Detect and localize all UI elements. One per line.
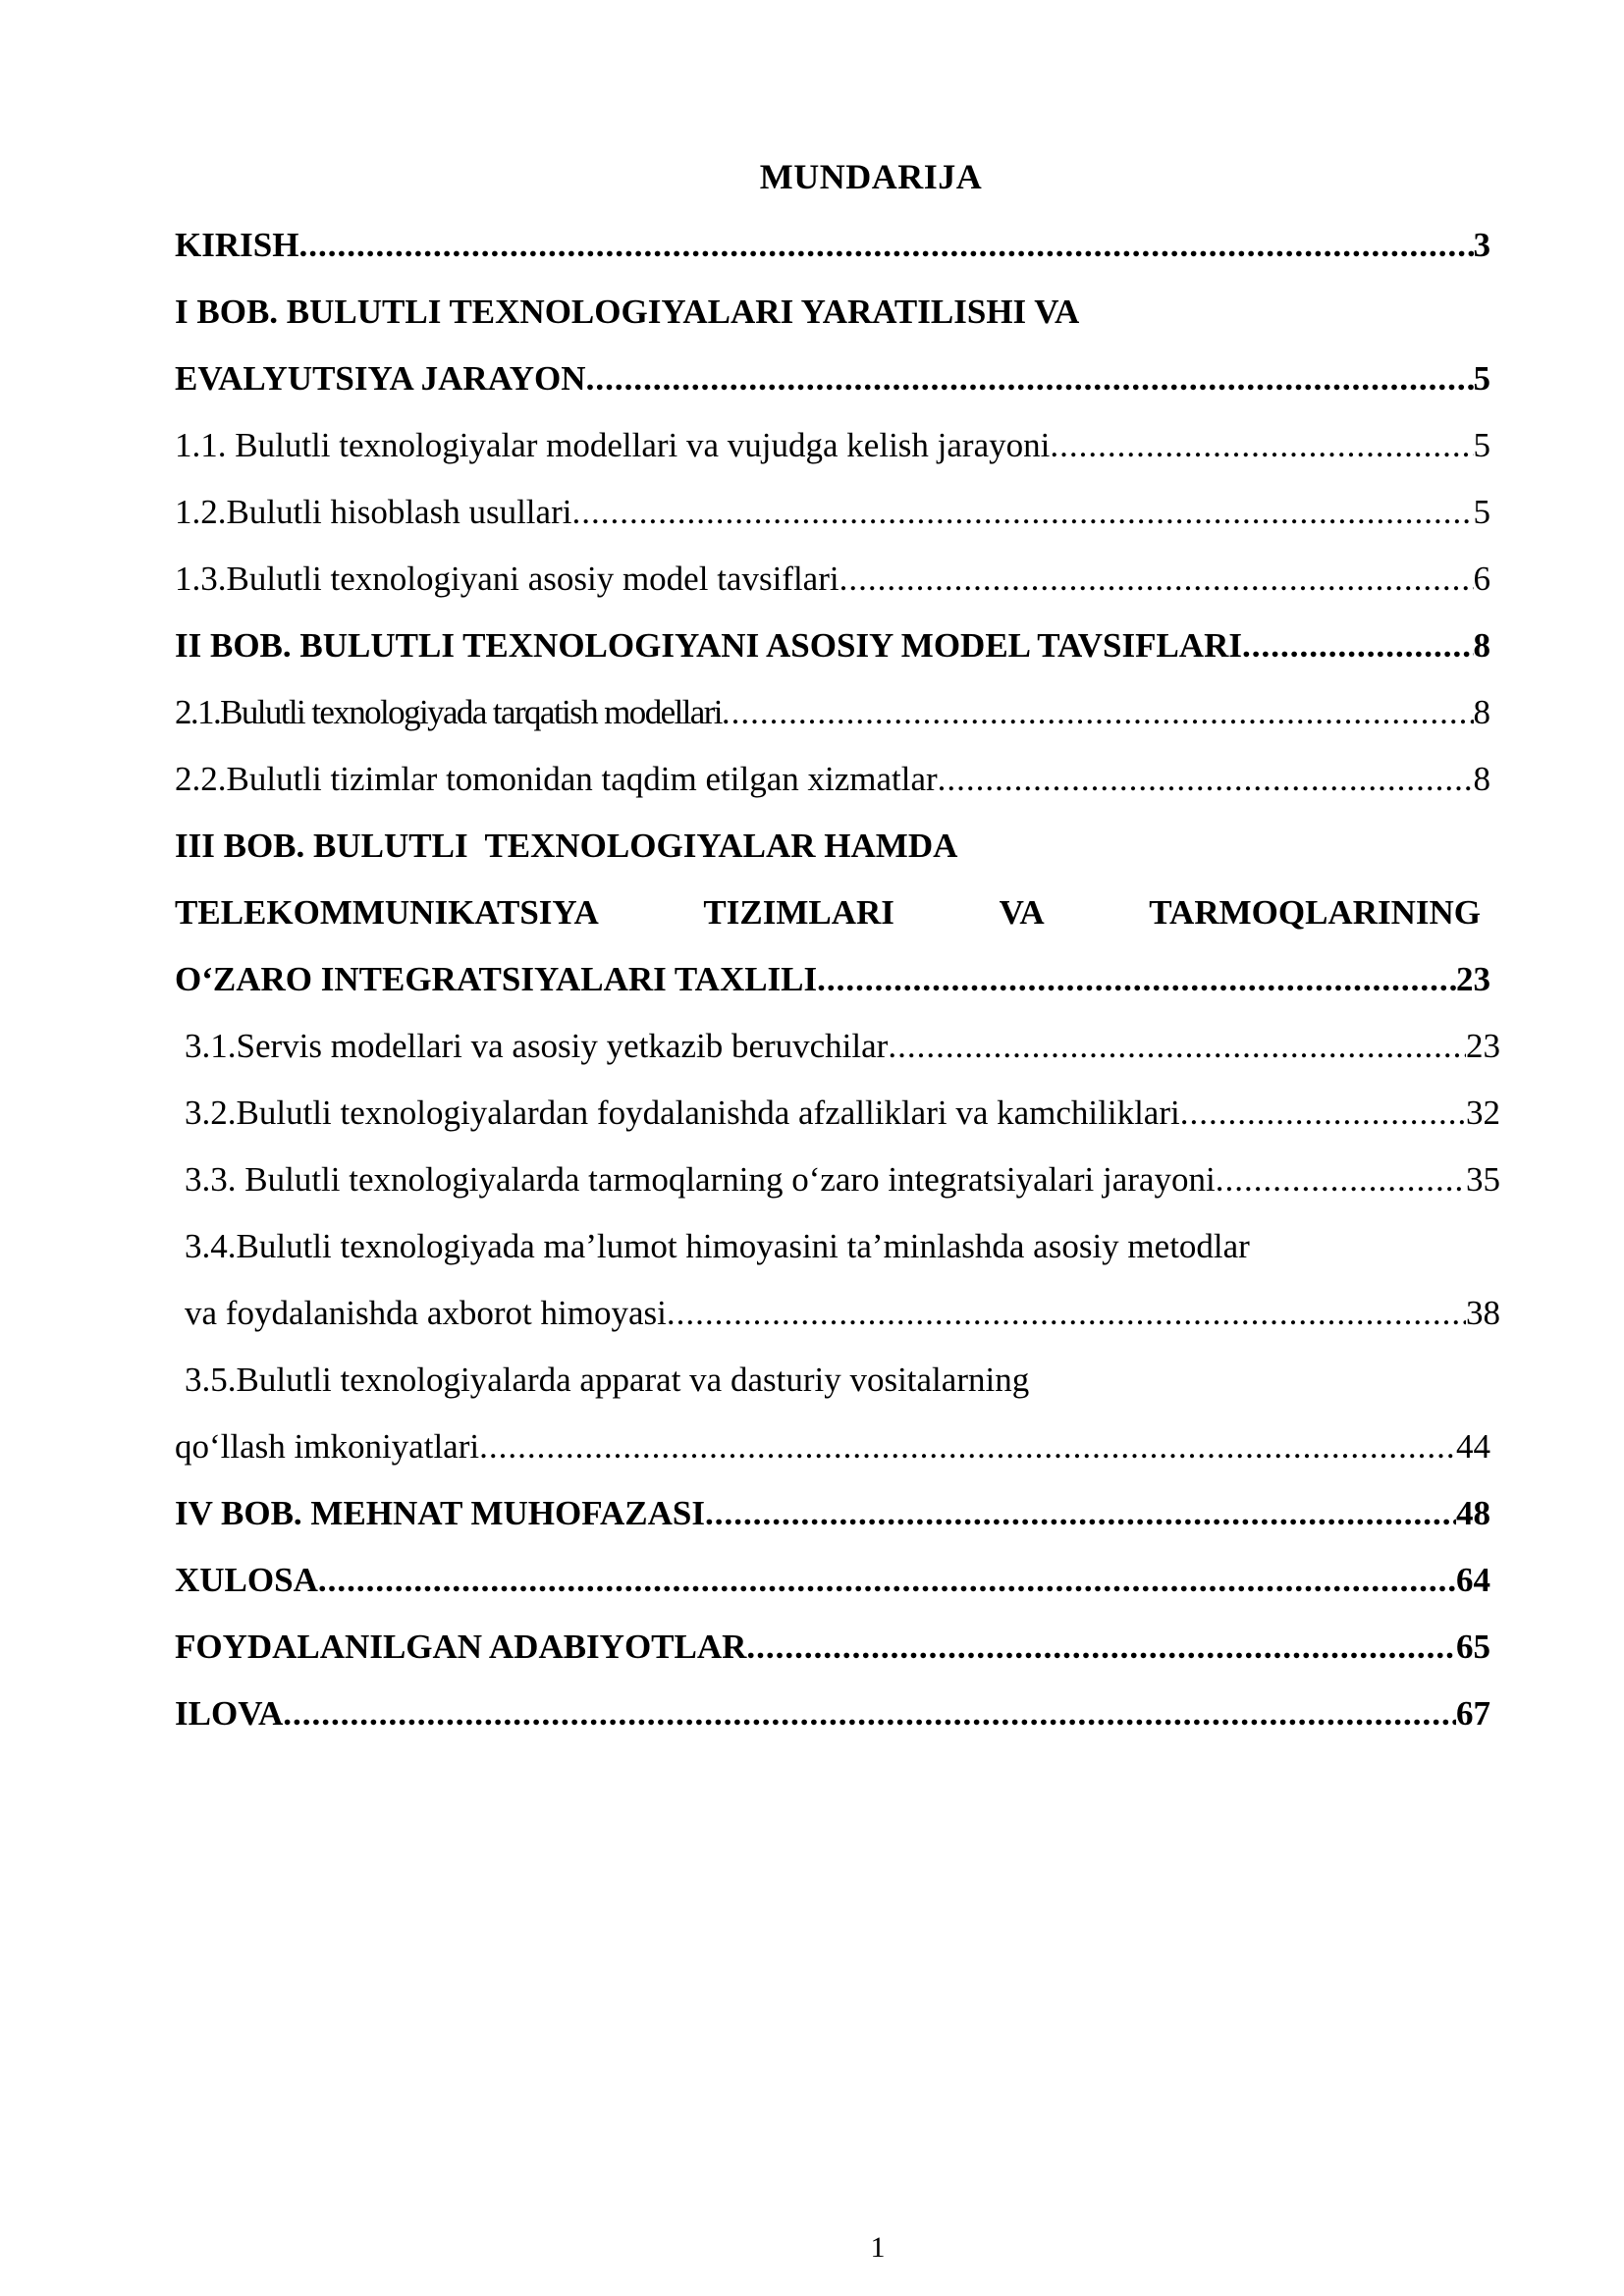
dot-leader [722, 687, 1474, 738]
toc-entry-text: FOYDALANILGAN ADABIYOTLAR [175, 1628, 747, 1666]
dot-leader [318, 1555, 1456, 1606]
toc-entry-text: 1.1. Bulutli texnologiyalar modellari va vujudga kelish jarayoni [175, 426, 1051, 464]
dot-leader [1216, 1154, 1466, 1205]
toc-entry-chapter-2[interactable] [175, 620, 1490, 671]
dot-leader [1050, 420, 1473, 471]
toc-entry-page: 5 [1473, 359, 1490, 398]
dot-leader [888, 1021, 1466, 1072]
toc-entry-chapter-4[interactable] [175, 1488, 1490, 1539]
toc-entry-text: EVALYUTSIYA JARAYON [175, 359, 586, 398]
toc-word: TARMOQLARINING [1149, 893, 1481, 932]
toc-entry-3-4[interactable] [185, 1221, 1500, 1272]
toc-entry-chapter-1-cont[interactable] [175, 353, 1490, 404]
toc-entry-1-2[interactable] [175, 487, 1490, 538]
toc-entry-text: va foydalanishda axborot himoyasi [185, 1294, 667, 1332]
toc-entry-chapter-1[interactable] [175, 287, 1490, 338]
dot-leader [817, 954, 1456, 1005]
toc-entry-chapter-3-cont[interactable] [175, 887, 1490, 938]
toc-entry-text: 3.5.Bulutli texnologiyalarda apparat va dasturiy vositalarning [185, 1361, 1030, 1399]
dot-leader [479, 1421, 1456, 1472]
toc-entry-xulosa[interactable] [175, 1555, 1490, 1606]
toc-entry-1-3[interactable] [175, 554, 1490, 605]
toc-entry-text: 2.1.Bulutli texnologiyada tarqatish modellari [175, 693, 722, 731]
toc-entry-text: III BOB. BULUTLI TEXNOLOGIYALAR HAMDA [175, 827, 958, 865]
toc-entry-page: 5 [1473, 426, 1490, 464]
toc-entry-2-1[interactable] [175, 687, 1490, 738]
toc-word: VA [999, 893, 1045, 932]
toc-heading-text: MUNDARIJA [759, 157, 983, 196]
toc-entry-3-1[interactable] [185, 1021, 1500, 1072]
toc-entry-2-2[interactable] [175, 754, 1490, 805]
dot-leader [586, 353, 1474, 404]
toc-entry-text: 1.2.Bulutli hisoblash usullari [175, 493, 572, 531]
toc-entry-page: 23 [1456, 960, 1490, 998]
dot-leader [1180, 1088, 1466, 1139]
dot-leader [705, 1488, 1456, 1539]
toc-entry-3-5[interactable] [185, 1355, 1500, 1406]
toc-word: TELEKOMMUNIKATSIYA [175, 893, 599, 932]
dot-leader [298, 220, 1473, 271]
toc-entry-kirish[interactable] [175, 220, 1490, 271]
toc-entry-text: 3.3. Bulutli texnologiyalarda tarmoqlarning o‘zaro integratsiyalari jarayoni [185, 1160, 1216, 1199]
toc-entry-ilova[interactable] [175, 1688, 1490, 1739]
toc-entry-text: 2.2.Bulutli tizimlar tomonidan taqdim etilgan xizmatlar [175, 760, 938, 798]
dot-leader [746, 1622, 1456, 1673]
toc-entry-page: 8 [1473, 626, 1490, 665]
toc-entry-3-2[interactable] [185, 1088, 1500, 1139]
toc-entry-text: O‘ZARO INTEGRATSIYALARI TAXLILI [175, 960, 818, 998]
toc-entry-page: 5 [1473, 493, 1490, 531]
dot-leader [1242, 620, 1474, 671]
toc-entry-page: 64 [1456, 1561, 1490, 1599]
justified-words [175, 887, 1481, 938]
toc-entry-text: ILOVA [175, 1694, 284, 1733]
toc-entry-page: 48 [1456, 1494, 1490, 1532]
toc-entry-chapter-3-cont-2[interactable] [175, 954, 1490, 1005]
toc-entry-page: 8 [1473, 693, 1490, 731]
toc-entry-page: 44 [1456, 1427, 1490, 1466]
toc-entry-text: 3.1.Servis modellari va asosiy yetkazib beruvchilar [185, 1027, 889, 1065]
toc-entry-page: 32 [1466, 1094, 1500, 1132]
toc-entry-3-4-cont[interactable] [185, 1288, 1500, 1339]
toc-entry-page: 65 [1456, 1628, 1490, 1666]
page-number: 1 [870, 2231, 886, 2264]
toc-entry-text: KIRISH [175, 226, 299, 264]
toc-entry-page: 67 [1456, 1694, 1490, 1733]
toc-entry-page: 3 [1473, 226, 1490, 264]
toc-entry-text: I BOB. BULUTLI TEXNOLOGIYALARI YARATILISHI VA [175, 293, 1080, 331]
toc-entry-text: 3.2.Bulutli texnologiyalardan foydalanishda afzalliklari va kamchiliklari [185, 1094, 1180, 1132]
dot-leader [938, 754, 1474, 805]
toc-entry-page: 23 [1466, 1027, 1500, 1065]
toc-entry-text: 3.4.Bulutli texnologiyada ma’lumot himoyasini ta’minlashda asosiy metodlar [185, 1227, 1250, 1265]
toc-entry-text: IV BOB. MEHNAT MUHOFAZASI [175, 1494, 705, 1532]
toc-heading [0, 151, 1624, 202]
toc-entry-references[interactable] [175, 1622, 1490, 1673]
dot-leader [571, 487, 1473, 538]
dot-leader [839, 554, 1474, 605]
toc-entry-text: qo‘llash imkoniyatlari [175, 1427, 480, 1466]
toc-entry-1-1[interactable] [175, 420, 1490, 471]
toc-entry-text: II BOB. BULUTLI TEXNOLOGIYANI ASOSIY MODEL TAVSIFLARI [175, 626, 1242, 665]
toc-entry-page: 38 [1466, 1294, 1500, 1332]
toc-entry-3-3[interactable] [185, 1154, 1500, 1205]
dot-leader [283, 1688, 1456, 1739]
toc-entry-text: XULOSA [175, 1561, 318, 1599]
toc-entry-chapter-3[interactable] [175, 821, 1490, 872]
toc-entry-text: 1.3.Bulutli texnologiyani asosiy model tavsiflari [175, 560, 839, 598]
toc-word: TIZIMLARI [703, 893, 894, 932]
toc-entry-3-5-cont[interactable] [175, 1421, 1490, 1472]
toc-entry-page: 6 [1473, 560, 1490, 598]
dot-leader [667, 1288, 1466, 1339]
toc-entry-page: 8 [1473, 760, 1490, 798]
toc-entry-page: 35 [1466, 1160, 1500, 1199]
